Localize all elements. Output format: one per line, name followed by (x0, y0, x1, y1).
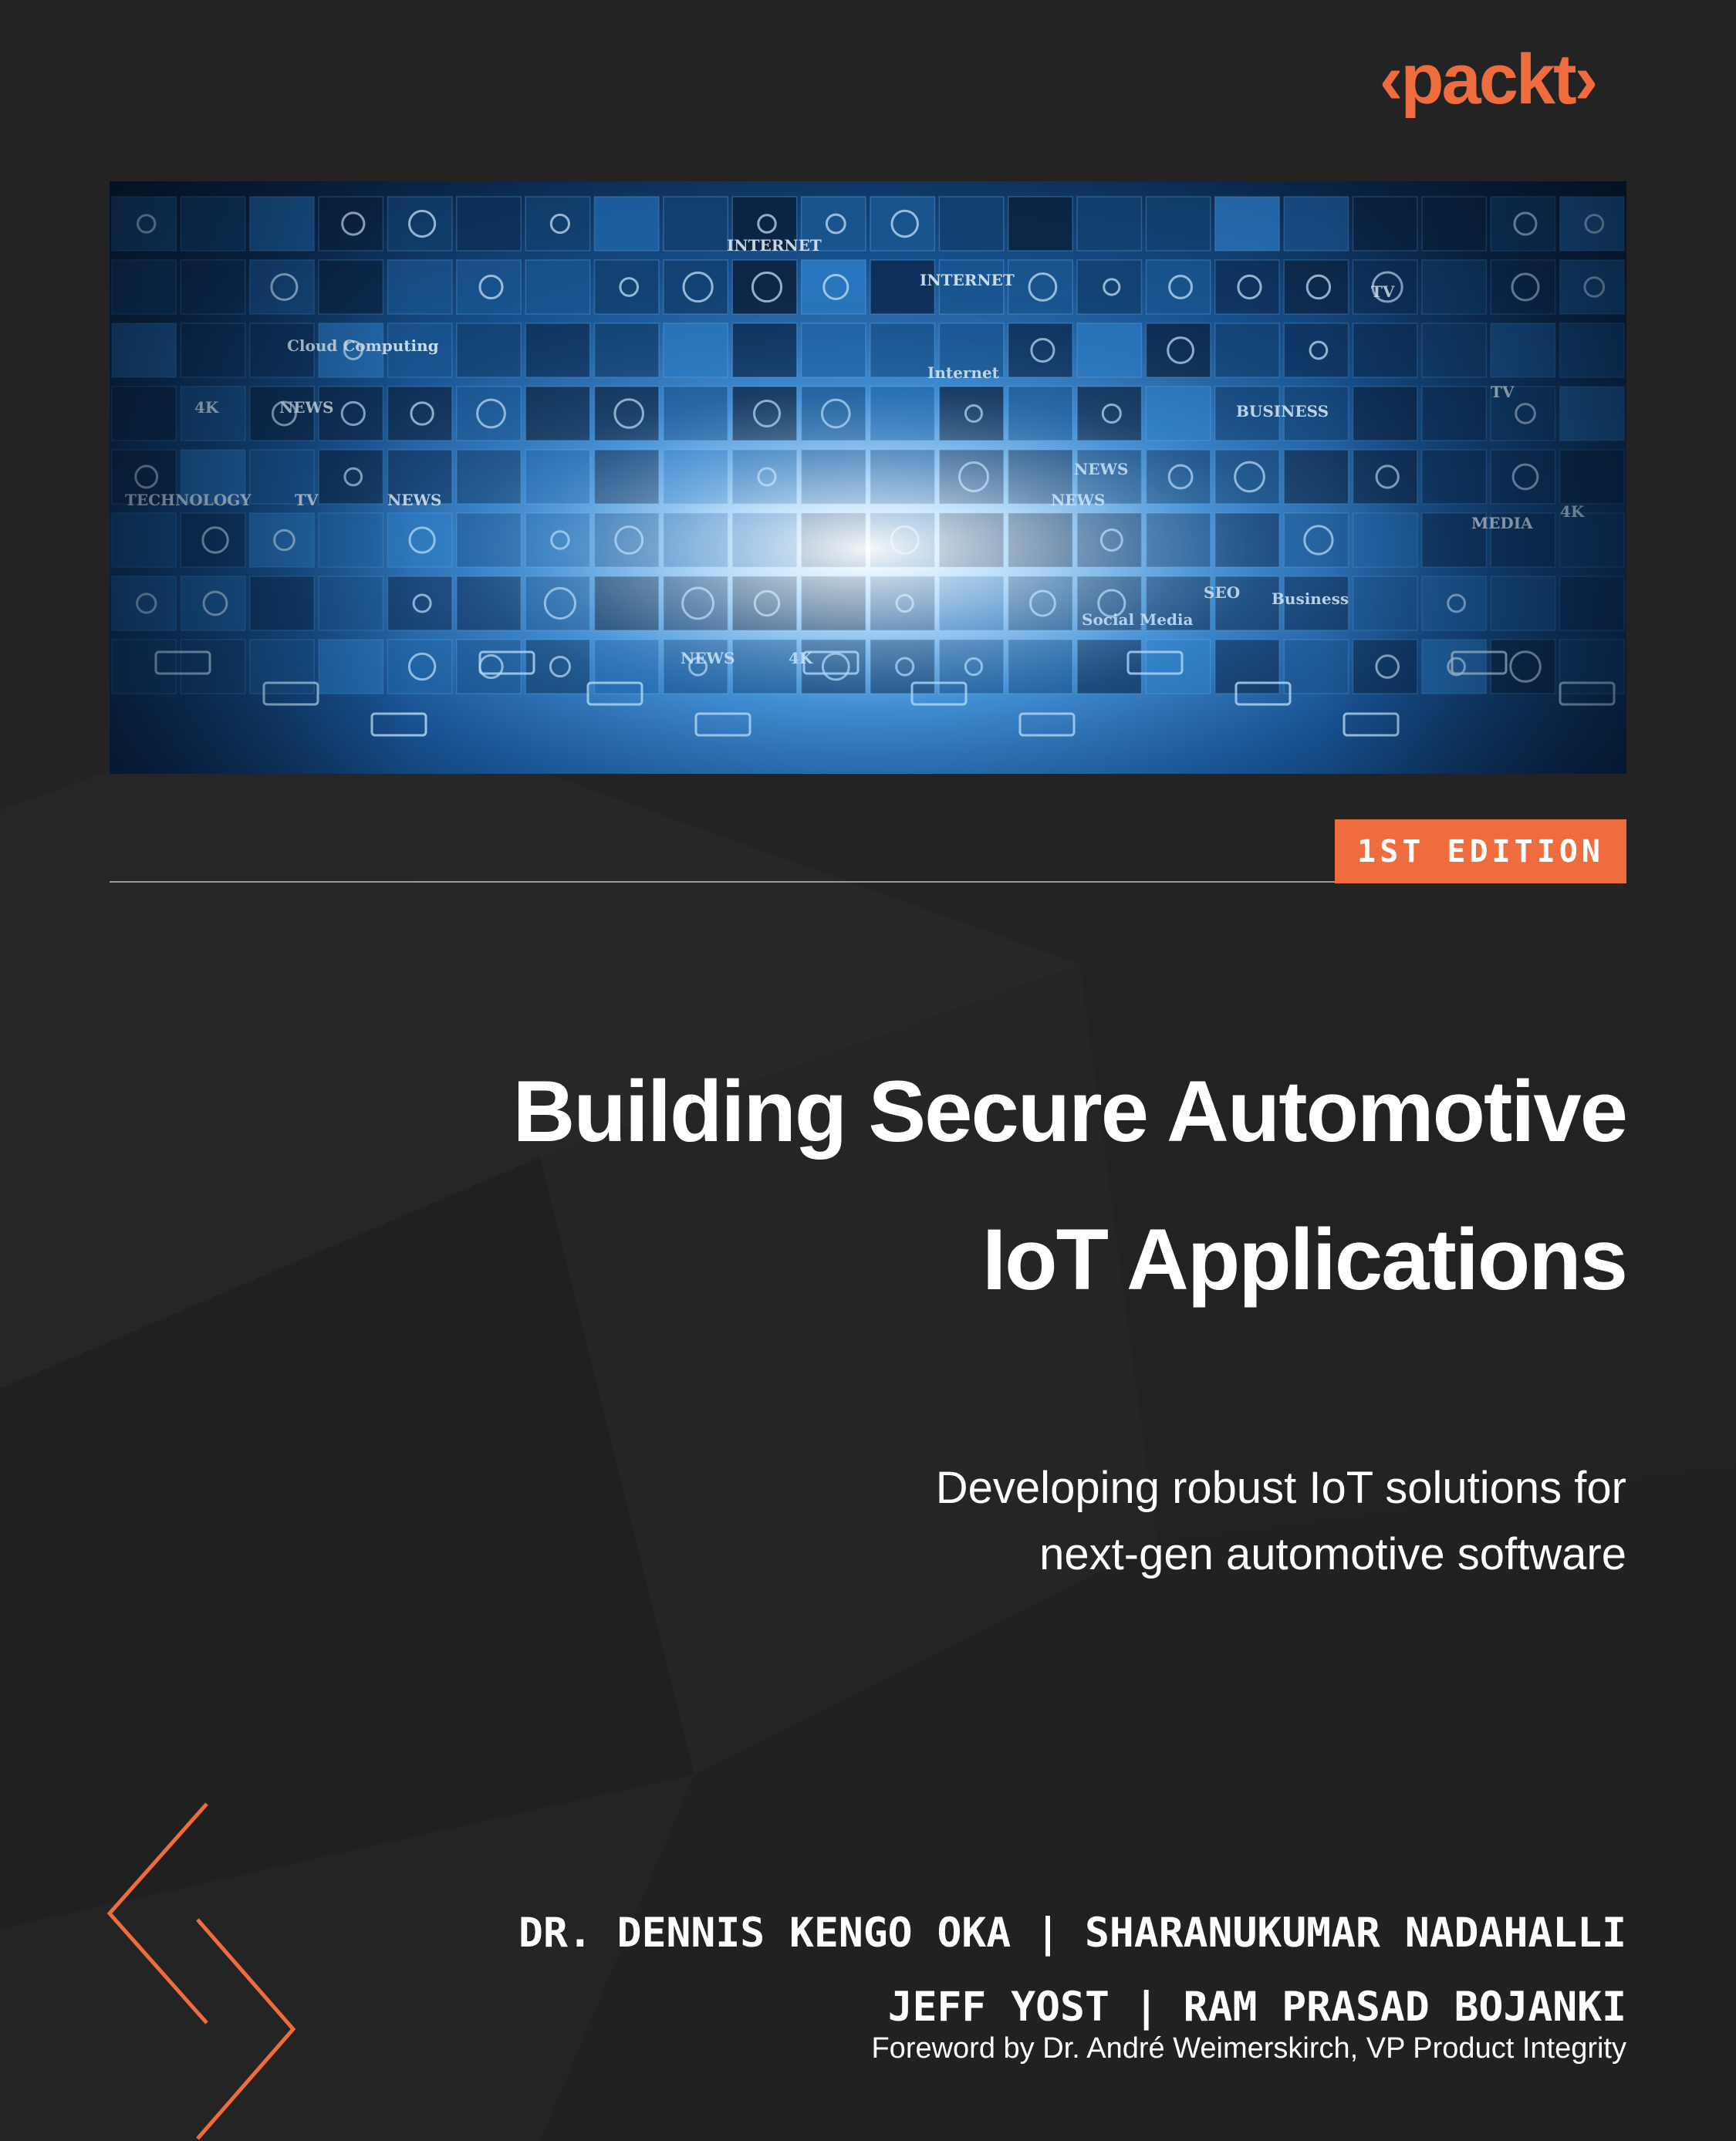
author-name: RAM PRASAD BOJANKI (1183, 1984, 1626, 2031)
author-separator: | (1035, 1910, 1061, 1957)
edition-rule (110, 881, 1336, 883)
book-subtitle (315, 1455, 1626, 1588)
foreword-credit: Foreword by Dr. André Weimerskirch, VP Product Integrity (871, 2032, 1626, 2065)
title-line-1: Building Secure Automotive (512, 1063, 1626, 1160)
author-name: JEFF YOST (887, 1984, 1109, 2031)
author-list (160, 1896, 1626, 2045)
book-title (160, 1038, 1626, 1334)
author-name: SHARANUKUMAR NADAHALLI (1085, 1910, 1626, 1957)
edition-badge: 1ST EDITION (1335, 819, 1626, 883)
hero-image (110, 181, 1626, 774)
author-row-1 (160, 1896, 1626, 1970)
title-line-2: IoT Applications (982, 1211, 1626, 1308)
author-separator: | (1133, 1984, 1159, 2031)
svg-text:‹packt›: ‹packt› (1379, 40, 1596, 119)
subtitle-line-1: Developing robust IoT solutions for (935, 1463, 1626, 1513)
author-name: DR. DENNIS KENGO OKA (518, 1910, 1012, 1957)
subtitle-line-2: next-gen automotive software (1039, 1529, 1626, 1579)
packt-logo (1349, 40, 1626, 133)
